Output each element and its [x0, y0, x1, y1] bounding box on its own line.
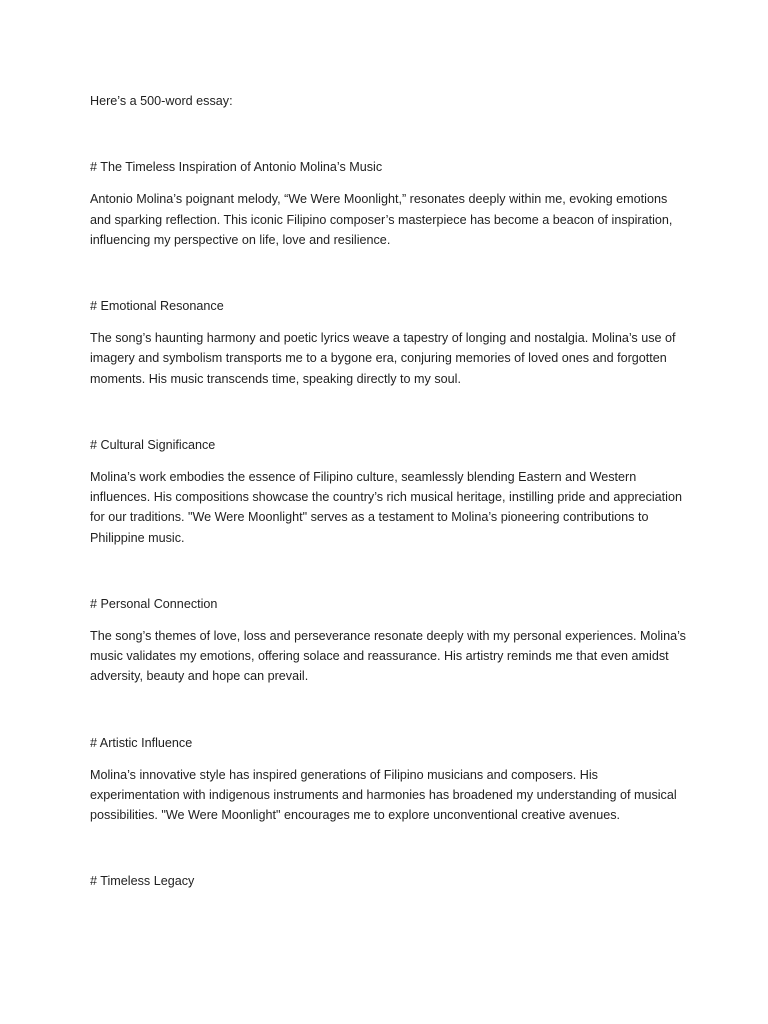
section-heading: # Personal Connection — [90, 596, 218, 611]
essay-section — [90, 157, 690, 250]
section-paragraph: Molina’s work embodies the essence of Filipino culture, seamlessly blending Eastern and Western influences. His compositions showcase the country’s rich musical heritage, instilling pride and appreciation for our traditions. "We Were Moonlight" serves as a testament to Molina’s pioneering contributions to Philippine music. — [90, 470, 682, 545]
essay-section — [90, 733, 690, 826]
section-paragraph: The song’s haunting harmony and poetic lyrics weave a tapestry of longing and nostalgia. Molina’s use of imagery and symbolism transports me to a bygone era, conjuring memories of loved ones and forgotten moments. His music transcends time, speaking directly to my soul. — [90, 331, 676, 386]
essay-section — [90, 296, 690, 389]
document-body — [90, 91, 690, 892]
section-paragraph: The song’s themes of love, loss and perseverance resonate deeply with my personal experiences. Molina’s music validates my emotions, offering solace and reassurance. His artistry reminds me that even amidst adversity, beauty and hope can prevail. — [90, 629, 686, 684]
section-heading: # Cultural Significance — [90, 437, 216, 452]
section-paragraph: Antonio Molina’s poignant melody, “We Were Moonlight,” resonates deeply within me, evoking emotions and sparking reflection. This iconic Filipino composer’s masterpiece has become a beacon of inspiration, influencing my perspective on life, love and resilience. — [90, 192, 673, 247]
essay-section — [90, 594, 690, 687]
section-heading: # Artistic Influence — [90, 735, 193, 750]
section-heading: # The Timeless Inspiration of Antonio Molina’s Music — [90, 160, 383, 175]
section-heading: # Emotional Resonance — [90, 299, 224, 314]
essay-section — [90, 435, 690, 548]
essay-section — [90, 871, 690, 891]
intro-line: Here’s a 500-word essay: — [90, 94, 233, 108]
section-paragraph: Molina’s innovative style has inspired generations of Filipino musicians and composers. His experimentation with indigenous instruments and harmonies has broadened my understanding of musical possibilities. "We Were Moonlight" encourages me to explore unconventional creative avenues. — [90, 767, 677, 823]
section-heading: # Timeless Legacy — [90, 874, 195, 889]
